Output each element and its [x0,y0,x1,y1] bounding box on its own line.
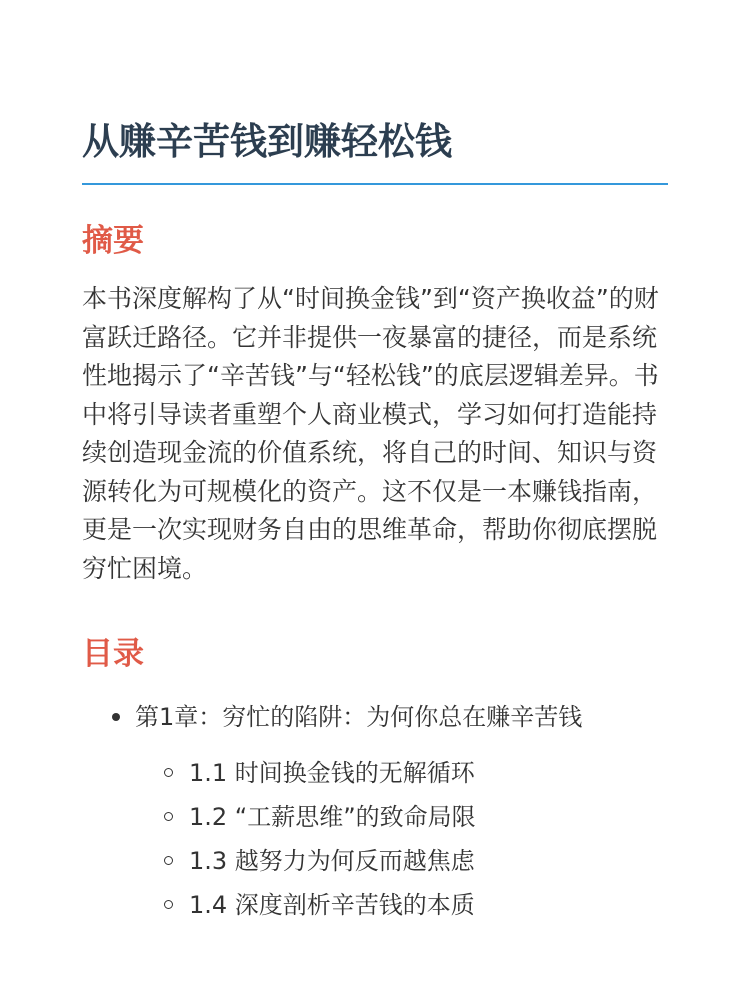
toc-section-1-1 [82,751,668,795]
toc-section-label: 1.2 “工薪思维”的致命局限 [189,803,476,831]
bullet-disc-icon [112,713,120,721]
toc-section-1-4 [82,883,668,927]
toc-section-label: 1.4 深度剖析辛苦钱的本质 [189,891,475,919]
bullet-circle-icon [164,812,173,821]
bullet-circle-icon [164,900,173,909]
title-divider [82,183,668,185]
toc-section-1-2 [82,795,668,839]
toc-heading: 目录 [82,636,144,672]
bullet-circle-icon [164,768,173,777]
toc-section-1-3 [82,839,668,883]
toc-chapter-label: 第1章：穷忙的陷阱：为何你总在赚辛苦钱 [135,703,583,731]
summary-paragraph: 本书深度解构了从“时间换金钱”到“资产换收益”的财富跃迁路径。它并非提供一夜暴富的捷径，而是系统性地揭示了“辛苦钱”与“轻松钱”的底层逻辑差异。书中将引导读者重塑个人商业模式，学习如何打造能持续创造现金流的价值系统，将自己的时间、知识与资源转化为可规模化的资产。这不仅是一本赚钱指南，更是一次实现财务自由的思维革命，帮助你彻底摆脱穷忙困境。 [82,284,659,583]
toc-section-list [82,751,668,927]
table-of-contents [82,695,668,919]
toc-chapter-1 [82,695,668,919]
page-title: 从赚辛苦钱到赚轻松钱 [82,120,452,163]
summary-heading: 摘要 [82,223,144,259]
bullet-circle-icon [164,856,173,865]
toc-section-label: 1.1 时间换金钱的无解循环 [189,759,475,787]
toc-section-label: 1.3 越努力为何反而越焦虑 [189,847,475,875]
